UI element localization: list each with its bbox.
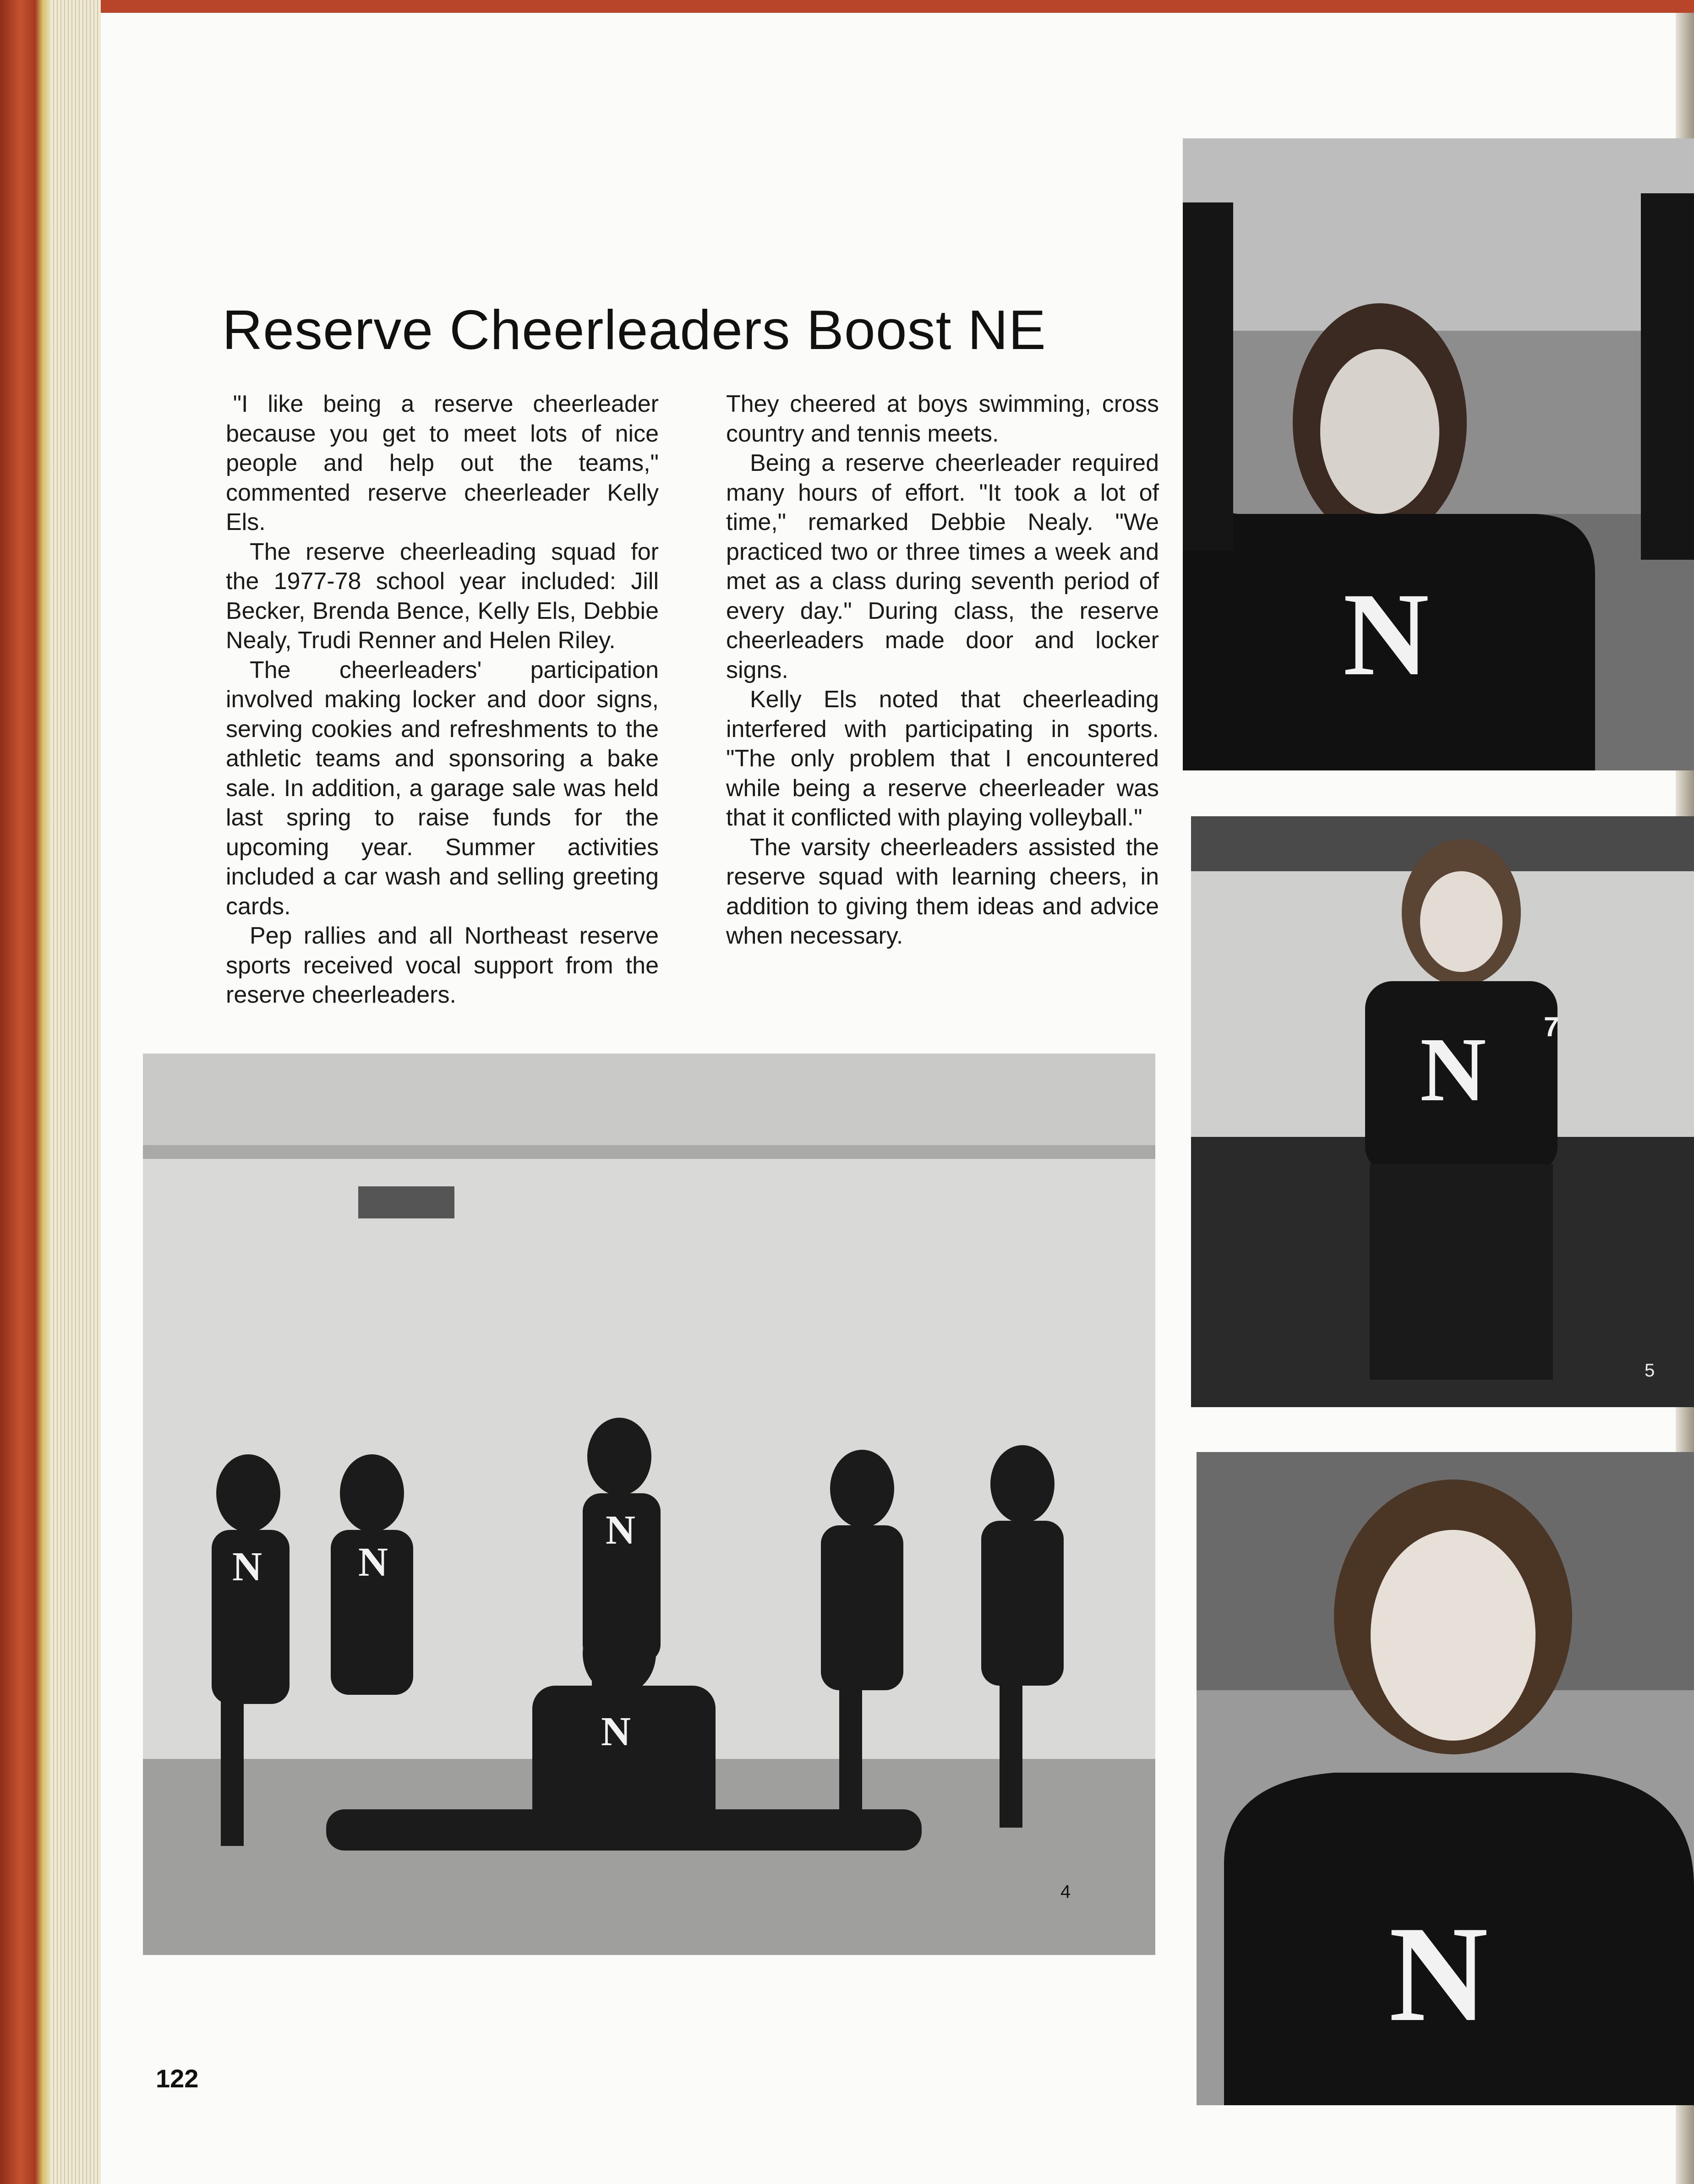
photo-number: 4	[1060, 1882, 1071, 1902]
cheerleader-cheering-photo	[1183, 138, 1694, 770]
sweater-letter: N	[1389, 1898, 1488, 2050]
sweater-letter: N	[232, 1544, 262, 1589]
paragraph: The cheerleaders' participation involved making locker and door signs, serving cookies and refreshments to the athletic teams and sponsoring a bake sale. In addition, a garage sale was held last spring to raise funds for the upcoming year. Summer activities included a car wash and selling greeting cards.	[226, 656, 659, 920]
paragraph: The reserve cheerleading squad for the 1977-78 school year included: Jill Becker, Brenda Bence, Kelly Els, Debbie Nealy, Trudi Renner and Helen Riley.	[226, 538, 659, 654]
book-binding	[0, 0, 50, 2184]
page-edges	[50, 0, 101, 2184]
paragraph: Kelly Els noted that cheerleading interfered with participating in sports. "The only problem that I encountered while being a reserve cheerleader was that it conflicted with playing volleyball."	[726, 686, 1159, 831]
paragraph: They cheered at boys swimming, cross country and tennis meets.	[726, 391, 1159, 447]
sweater-letter: N	[601, 1709, 631, 1754]
photo-number: 5	[1645, 1360, 1655, 1381]
group-cheerleaders-photo	[143, 1054, 1155, 1955]
page-number: 122	[156, 2064, 199, 2093]
cheerleader-smiling-photo	[1197, 1452, 1694, 2105]
paragraph: Being a reserve cheerleader required many hours of effort. "It took a lot of time," remarked Debbie Nealy. "We practiced two or three times a week and met as a class during seventh period of every day." During class, the reserve cheerleaders made door and locker signs.	[726, 450, 1159, 683]
page-title: Reserve Cheerleaders Boost NE	[222, 299, 1046, 361]
sweater-letter: N	[358, 1540, 388, 1585]
paragraph: The varsity cheerleaders assisted the reserve squad with learning cheers, in addition to giving them ideas and advice when necessary.	[726, 834, 1159, 949]
paragraph: Pep rallies and all Northeast reserve sports received vocal support from the reserve cheerleaders.	[226, 923, 659, 1008]
article-right-column	[726, 389, 1159, 951]
cheerleader-clapping-photo	[1191, 816, 1694, 1407]
sweater-letter: N	[1343, 568, 1429, 700]
paragraph: "I like being a reserve cheerleader because you get to meet lots of nice people and help out the teams," commented reserve cheerleader Kelly Els.	[226, 391, 659, 535]
book-top-strip	[0, 0, 1694, 13]
sweater-letter: N	[1420, 1019, 1486, 1120]
sleeve-number: 7	[1544, 1011, 1559, 1042]
sweater-letter: N	[606, 1507, 635, 1553]
article-left-column	[226, 389, 659, 1010]
